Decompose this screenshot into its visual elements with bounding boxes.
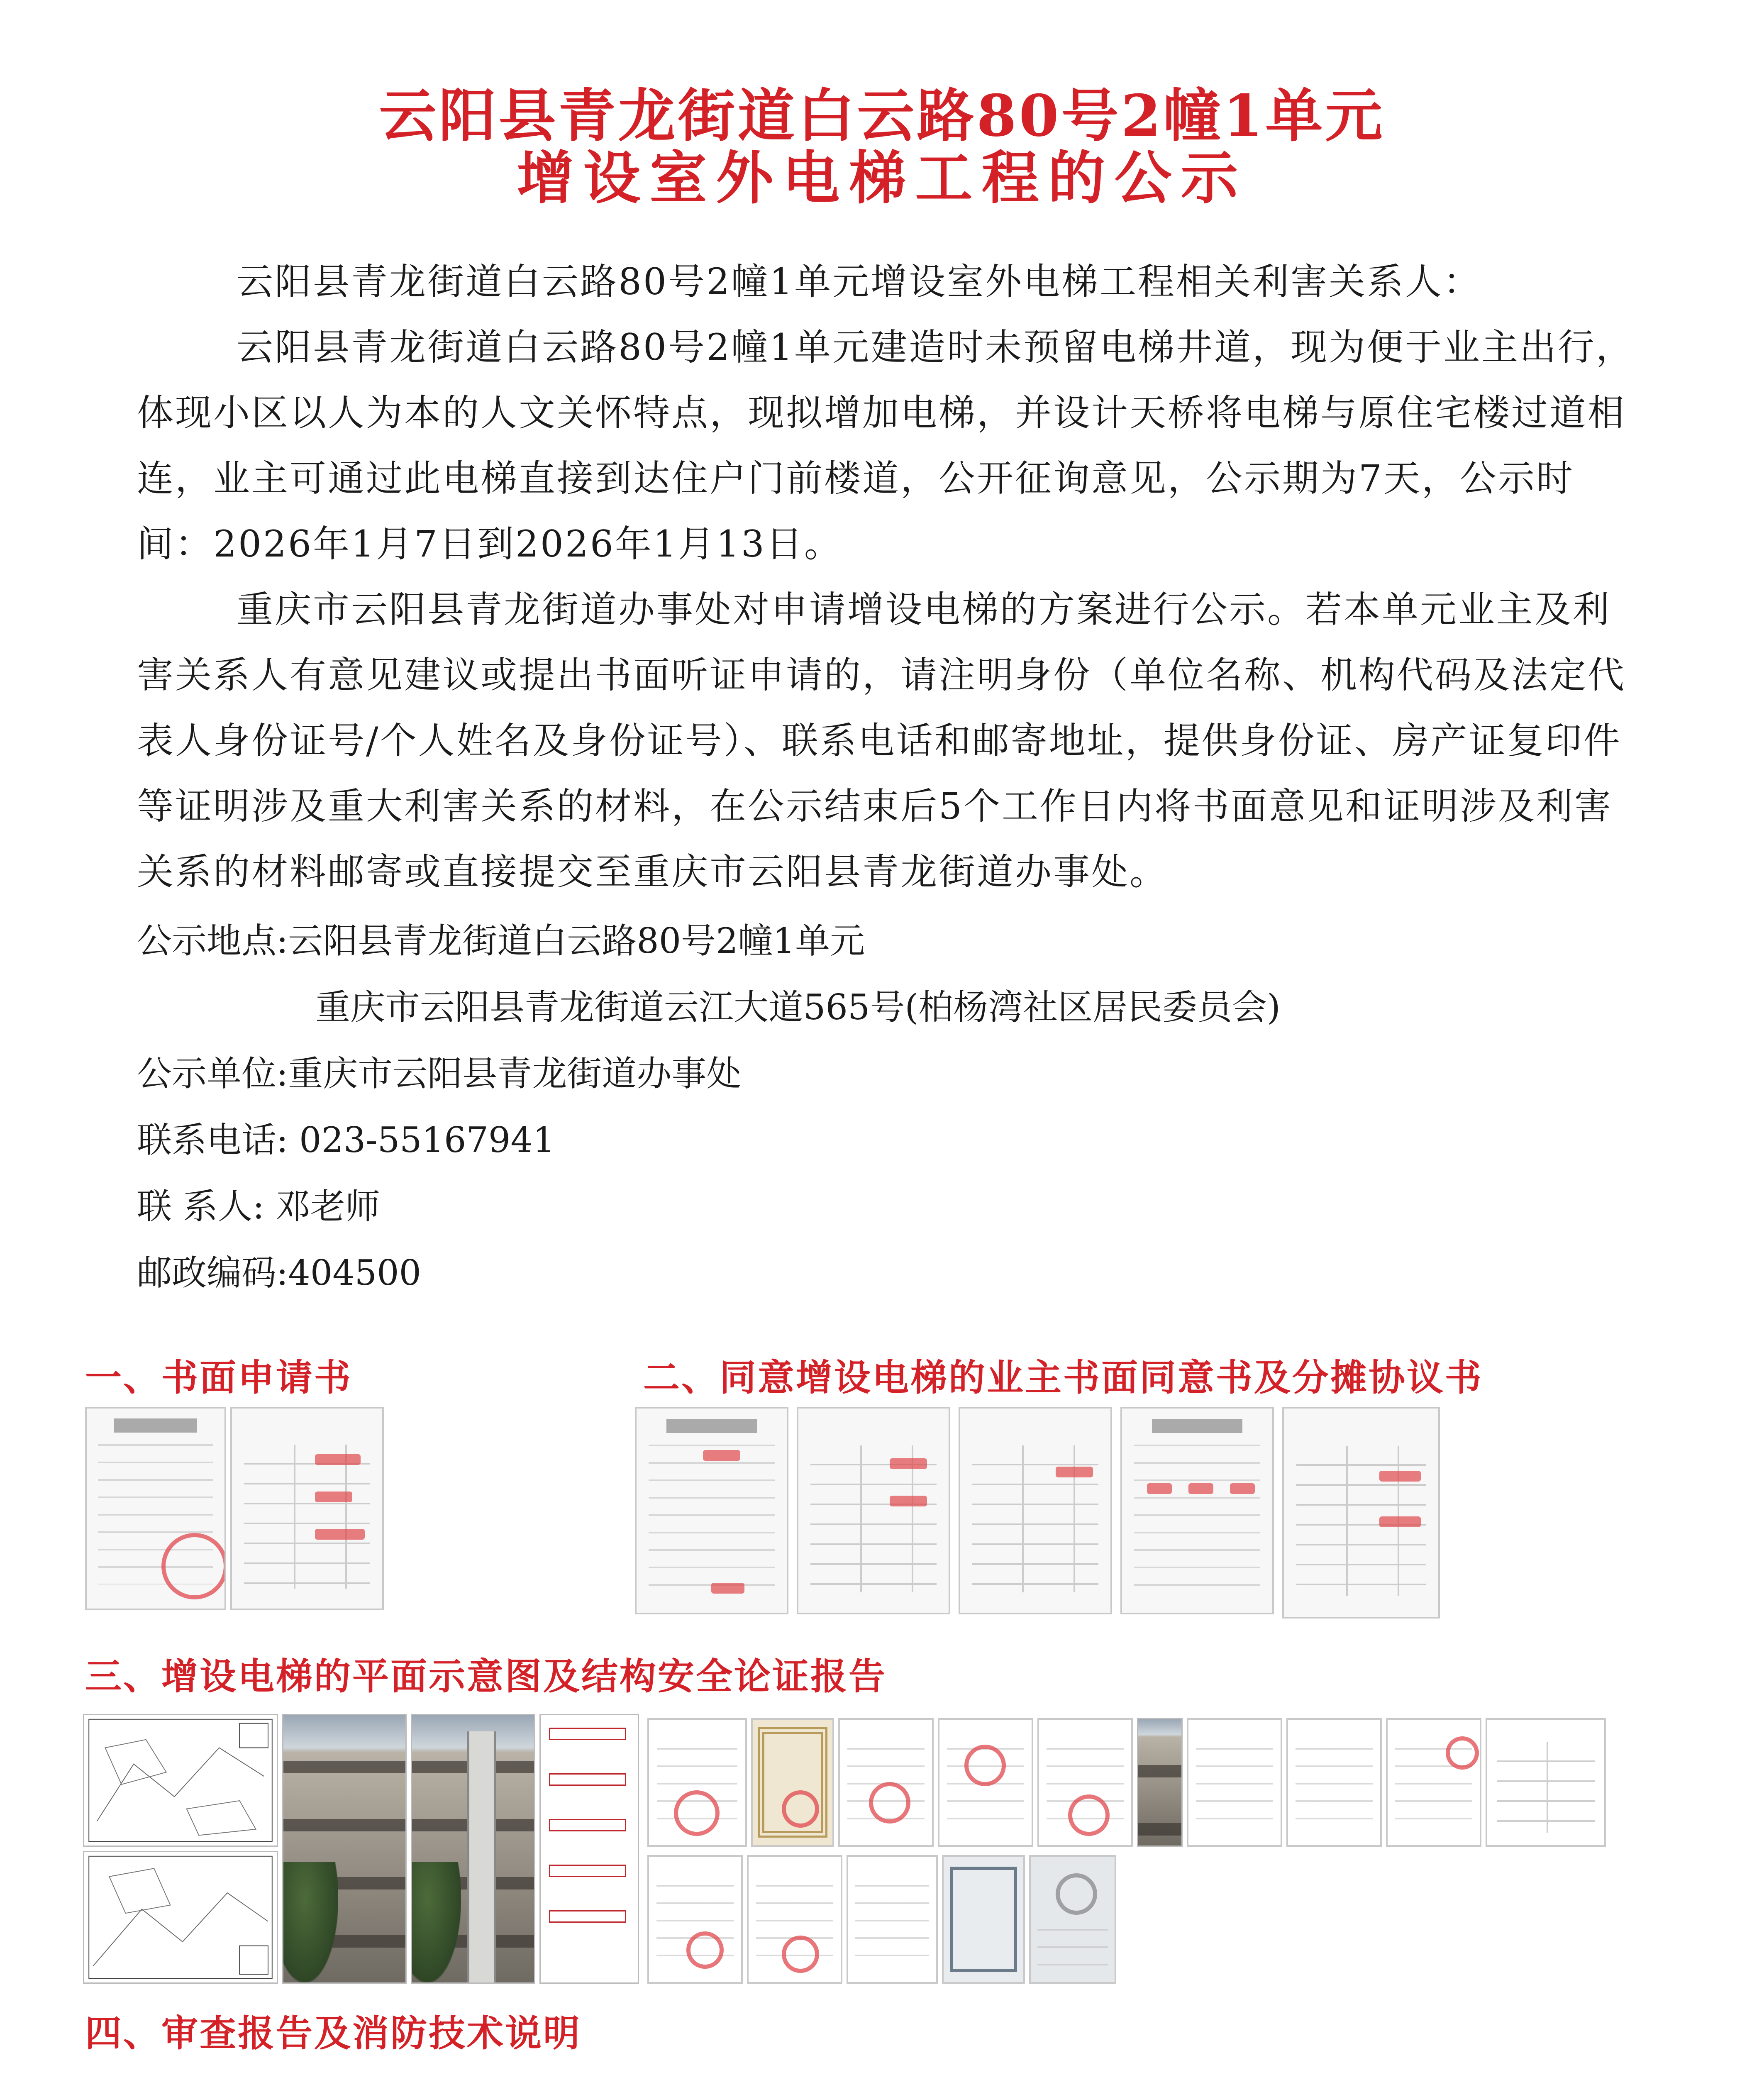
report-page	[647, 1855, 743, 1984]
red-signature	[1147, 1483, 1172, 1494]
red-signature	[1230, 1483, 1255, 1494]
red-stamp	[1068, 1794, 1110, 1836]
red-signature	[1379, 1471, 1421, 1482]
red-stamp	[869, 1782, 910, 1824]
info-location: 公示地点:云阳县青龙街道白云路80号2幢1单元	[137, 920, 865, 961]
consent-doc-2	[797, 1407, 950, 1614]
section-3-heading: 三、增设电梯的平面示意图及结构安全论证报告	[85, 1655, 887, 1698]
report-page	[1037, 1718, 1133, 1847]
salutation: 云阳县青龙街道白云路80号2幢1单元增设室外电梯工程相关利害关系人：	[237, 260, 1481, 303]
info-postcode: 邮政编码:404500	[137, 1252, 421, 1293]
red-signature	[315, 1454, 361, 1465]
legend-box	[549, 1865, 626, 1877]
red-signature	[703, 1450, 740, 1461]
report-page	[1386, 1718, 1481, 1847]
red-stamp	[674, 1790, 720, 1836]
report-page	[847, 1855, 938, 1984]
red-signature	[890, 1458, 927, 1469]
application-doc-2	[230, 1407, 384, 1610]
red-signature	[711, 1583, 744, 1594]
info-contact: 联 系人: 邓老师	[137, 1186, 380, 1227]
red-signature	[1056, 1467, 1093, 1477]
consent-doc-3	[959, 1407, 1112, 1614]
license-page	[942, 1855, 1025, 1984]
render-legend-panel	[539, 1714, 639, 1984]
report-page	[838, 1718, 934, 1847]
red-signature	[890, 1496, 927, 1506]
report-page	[1187, 1718, 1282, 1847]
building-photo-1	[282, 1714, 407, 1984]
notice-title-line1: 云阳县青龙街道白云路80号2幢1单元	[379, 82, 1385, 149]
report-page	[647, 1718, 747, 1847]
red-stamp	[782, 1936, 819, 1973]
report-page	[1486, 1718, 1606, 1847]
red-stamp	[782, 1790, 819, 1828]
info-phone: 联系电话: 023-55167941	[137, 1120, 555, 1160]
paragraph-2: 重庆市云阳县青龙街道办事处对申请增设电梯的方案进行公示。若本单元业主及利害关系人有意见建议或提出书面听证申请的，请注明身份（单位名称、机构代码及法定代表人身份证号/个人姓名及身份证号）、联系电话和邮寄地址，提供身份证、房产证复印件等证明涉及重大利害关系的材料，在公示结束后5个工作日内将书面意见和证明涉及利害关系的材料邮寄或直接提交至重庆市云阳县青龙街道办事处。	[137, 588, 1626, 893]
site-plan-drawing	[84, 1852, 277, 1982]
legend-box	[549, 1819, 626, 1831]
elevator-shaft-render	[467, 1731, 496, 1982]
building-photo-2	[411, 1714, 535, 1984]
doc-table	[244, 1445, 370, 1589]
site-plan-drawing	[84, 1715, 277, 1846]
tree	[411, 1862, 461, 1982]
building-photo-small	[1137, 1718, 1183, 1847]
paragraph-1: 云阳县青龙街道白云路80号2幢1单元建造时未预留电梯井道，现为便于业主出行，体现小区以人为本的人文关怀特点，现拟增加电梯，并设计天桥将电梯与原住宅楼过道相连，业主可通过此电梯直接到达住户门前楼道，公开征询意见，公示期为7天，公示时间：2026年1月7日到2026年1月13日。	[137, 326, 1634, 565]
red-signature	[315, 1529, 365, 1540]
red-signature	[1379, 1516, 1421, 1527]
red-stamp	[964, 1745, 1006, 1786]
license-page	[1029, 1855, 1116, 1984]
section-4-heading: 四、审查报告及消防技术说明	[85, 2012, 582, 2055]
report-page	[938, 1718, 1033, 1847]
info-location-2: 重庆市云阳县青龙街道云江大道565号(柏杨湾社区居民委员会)	[315, 987, 1281, 1028]
legend-box	[549, 1773, 626, 1786]
emblem	[1056, 1873, 1097, 1915]
report-page	[747, 1855, 842, 1984]
section-1-heading: 一、书面申请书	[85, 1356, 353, 1399]
red-stamp	[1446, 1736, 1479, 1770]
notice-body	[137, 249, 1639, 905]
notice-title-line2: 增设室外电梯工程的公示	[517, 144, 1247, 212]
tree	[282, 1862, 338, 1982]
certificate-page	[751, 1718, 834, 1847]
cost-sharing-doc-1	[1120, 1407, 1274, 1614]
consent-doc-1	[635, 1407, 788, 1614]
site-plan-2	[83, 1851, 278, 1984]
report-page	[1286, 1718, 1382, 1847]
doc-lines	[1134, 1429, 1260, 1588]
red-signature	[1188, 1483, 1213, 1494]
site-plan-1	[83, 1714, 278, 1847]
cost-sharing-doc-2	[1282, 1407, 1440, 1618]
legend-box	[549, 1728, 626, 1740]
red-stamp	[161, 1533, 226, 1599]
application-doc-1	[85, 1407, 226, 1610]
legend-box	[549, 1910, 626, 1923]
red-stamp	[686, 1931, 724, 1969]
section-2-heading: 二、同意增设电梯的业主书面同意书及分摊协议书	[643, 1356, 1483, 1399]
red-signature	[315, 1492, 352, 1502]
info-unit: 公示单位:重庆市云阳县青龙街道办事处	[137, 1053, 742, 1094]
